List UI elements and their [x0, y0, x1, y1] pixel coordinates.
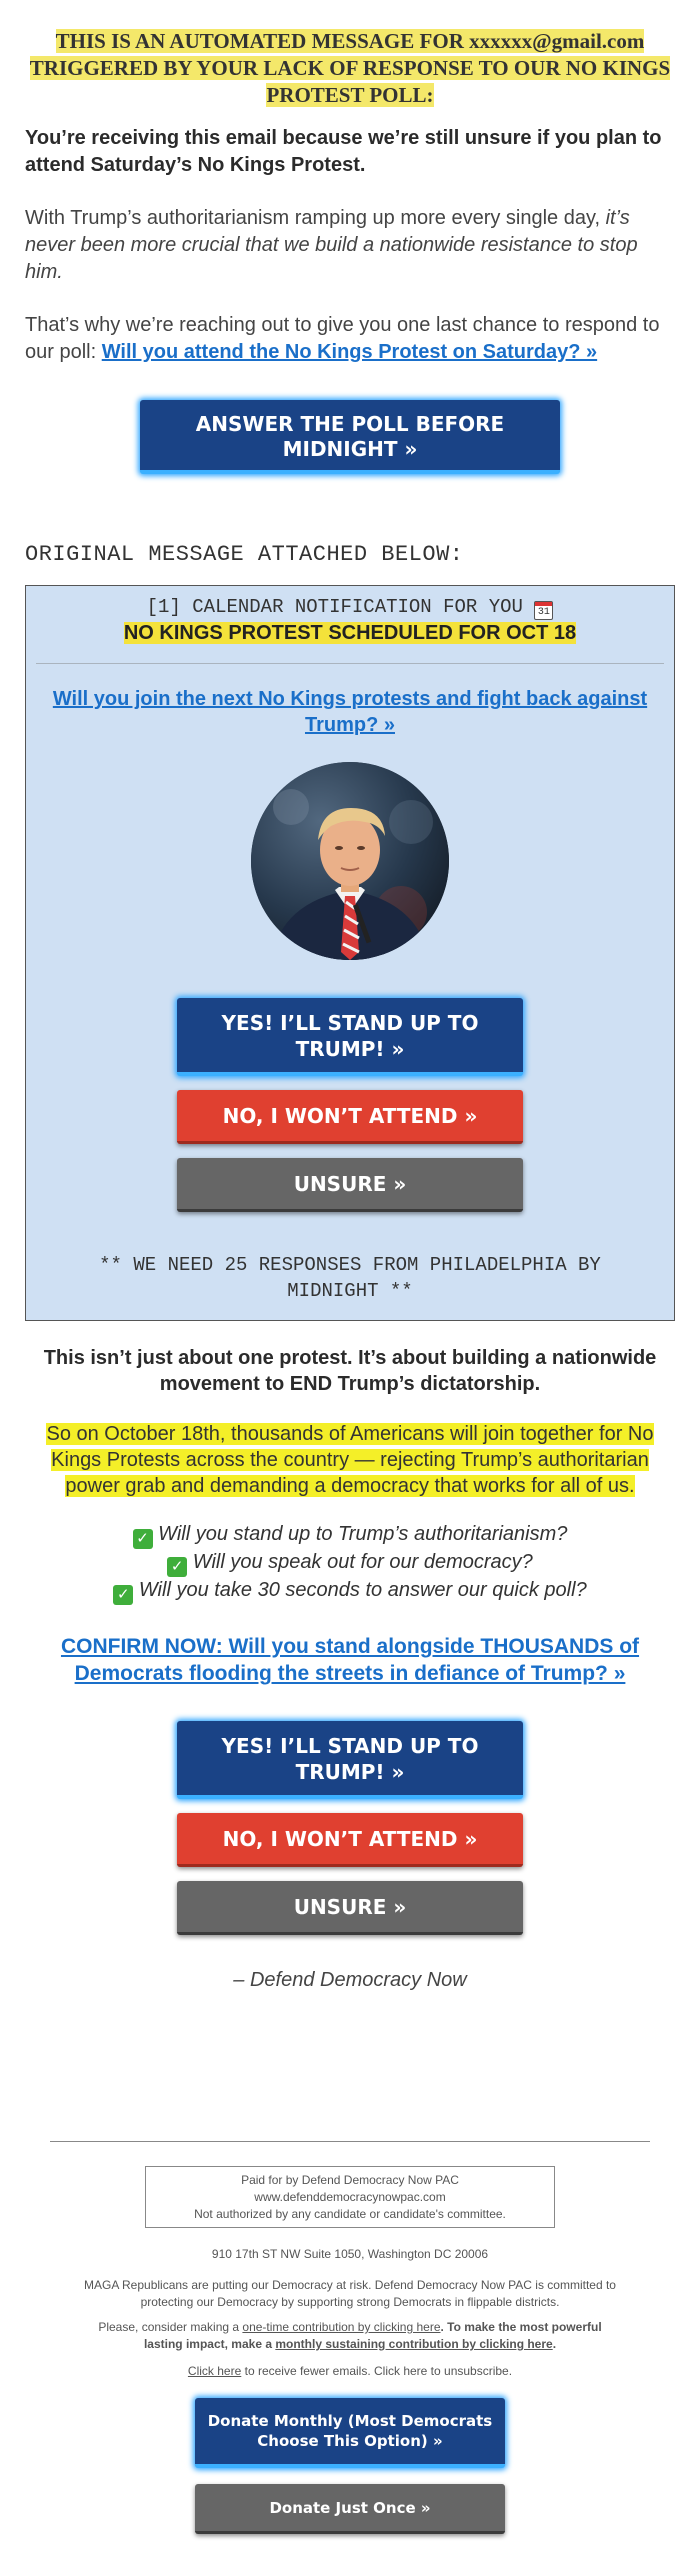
calendar-notification: [26, 596, 674, 620]
checklist-item-text: Will you stand up to Trump’s authoritarianism?: [158, 1523, 568, 1545]
paid-for-disclaimer: [145, 2166, 555, 2228]
unsubscribe-text: to receive fewer emails. Click here to unsubscribe.: [241, 2364, 513, 2378]
mission-statement: MAGA Republicans are putting our Democracy at risk. Defend Democracy Now PAC is committed to protecting our Democracy by supporting strong Democrats in flippable districts.: [84, 2278, 616, 2309]
email-body: [25, 0, 675, 1992]
checklist-item: [25, 1577, 675, 1605]
intro-p2-italic: it’s never been more crucial that we build a nationwide resistance to stop him.: [25, 207, 638, 283]
fewer-emails-link[interactable]: Click here: [187, 2364, 242, 2378]
original-message-box: [25, 585, 675, 1321]
movement-paragraph: This isn’t just about one protest. It’s about building a nationwide movement to END Trump’s dictatorship.: [43, 1347, 657, 1395]
calendar-notification-text: [1] CALENDAR NOTIFICATION FOR YOU: [146, 596, 523, 618]
scheduled-notice: [26, 622, 674, 645]
intro-p2-text: With Trump’s authoritarianism ramping up more every single day,: [25, 207, 606, 229]
confirm-now-link[interactable]: CONFIRM NOW: Will you stand alongside THOUSANDS of Democrats flooding the streets in defiance of Trump? »: [60, 1635, 640, 1685]
yes-stand-up-button-2[interactable]: YES! I’LL STAND UP TO TRUMP! »: [177, 1721, 523, 1799]
fewer-emails-line: [50, 2363, 650, 2380]
pac-address: 910 17th ST NW Suite 1050, Washington DC 20006: [211, 2247, 489, 2261]
check-mark-icon: ✓: [167, 1557, 187, 1577]
checklist-item-text: Will you take 30 seconds to answer our quick poll?: [138, 1579, 587, 1601]
automated-banner: [25, 28, 675, 109]
donate-monthly-button[interactable]: Donate Monthly (Most Democrats Choose This Option) »: [195, 2398, 505, 2468]
contribution-request: [50, 2319, 650, 2353]
checklist-item: [25, 1549, 675, 1577]
check-mark-icon: ✓: [133, 1529, 153, 1549]
intro-paragraph-3: [25, 312, 675, 366]
banner-line-2: TRIGGERED BY YOUR LACK OF RESPONSE TO OUR NO KINGS: [29, 56, 671, 80]
checklist-item: [25, 1521, 675, 1549]
confirm-paragraph: [25, 1633, 675, 1687]
signature: – Defend Democracy Now: [233, 1969, 467, 1991]
contribution-bold-text: . To make the most powerful lasting impact, make a: [143, 2320, 602, 2351]
wont-attend-button-2[interactable]: NO, I WON’T ATTEND »: [177, 1813, 523, 1867]
donate-once-button[interactable]: Donate Just Once »: [195, 2484, 505, 2534]
intro-paragraph-2: [25, 205, 675, 286]
join-protests-link[interactable]: Will you join the next No Kings protests and fight back against Trump? »: [52, 688, 648, 736]
unsure-button-2[interactable]: UNSURE »: [177, 1881, 523, 1935]
answer-poll-button[interactable]: ANSWER THE POLL BEFORE MIDNIGHT »: [140, 400, 560, 474]
intro-p3-text: That’s why we’re reaching out to give you one last chance to respond to our poll:: [25, 314, 660, 363]
trump-portrait-image: [251, 762, 449, 960]
banner-line-3: PROTEST POLL:: [266, 83, 434, 107]
pac-website: www.defenddemocracynowpac.com: [254, 2190, 446, 2204]
unsure-button[interactable]: UNSURE »: [177, 1158, 523, 1212]
not-authorized-line: Not authorized by any candidate or candidate's committee.: [194, 2207, 506, 2221]
intro-lead: You’re receiving this email because we’re still unsure if you plan to attend Saturday’s No Kings Protest.: [25, 127, 662, 176]
contribution-pre-text: Please, consider making a: [98, 2320, 243, 2334]
responses-needed-notice: ** WE NEED 25 RESPONSES FROM PHILADELPHIA BY MIDNIGHT **: [99, 1254, 601, 1302]
wont-attend-button[interactable]: NO, I WON’T ATTEND »: [177, 1090, 523, 1144]
yes-stand-up-button[interactable]: YES! I’LL STAND UP TO TRUMP! »: [177, 998, 523, 1076]
october-paragraph-text: So on October 18th, thousands of Americans will join together for No Kings Protests across the country — rejecting Trump’s authoritarian power grab and demanding a democracy that works for all of us.: [46, 1423, 654, 1497]
monthly-contribution-link[interactable]: monthly sustaining contribution by clicking here: [275, 2337, 553, 2351]
check-mark-icon: ✓: [113, 1585, 133, 1605]
original-message-heading: ORIGINAL MESSAGE ATTACHED BELOW:: [25, 542, 464, 567]
checklist-item-text: Will you speak out for our democracy?: [192, 1551, 533, 1573]
trump-photo: [251, 762, 449, 960]
contribution-end: .: [552, 2337, 557, 2351]
footer-divider: [50, 2141, 650, 2142]
attend-poll-link[interactable]: Will you attend the No Kings Protest on Saturday? »: [101, 341, 598, 363]
banner-line-1: THIS IS AN AUTOMATED MESSAGE FOR xxxxxx@gmail.com: [55, 29, 645, 53]
paid-for-line: Paid for by Defend Democracy Now PAC: [241, 2173, 459, 2187]
october-paragraph: [25, 1421, 675, 1499]
scheduled-text: NO KINGS PROTEST SCHEDULED FOR OCT 18: [123, 622, 577, 644]
calendar-icon: 31: [534, 601, 553, 620]
one-time-contribution-link[interactable]: one-time contribution by clicking here: [242, 2320, 441, 2334]
checklist: [25, 1521, 675, 1605]
divider: [36, 663, 664, 664]
